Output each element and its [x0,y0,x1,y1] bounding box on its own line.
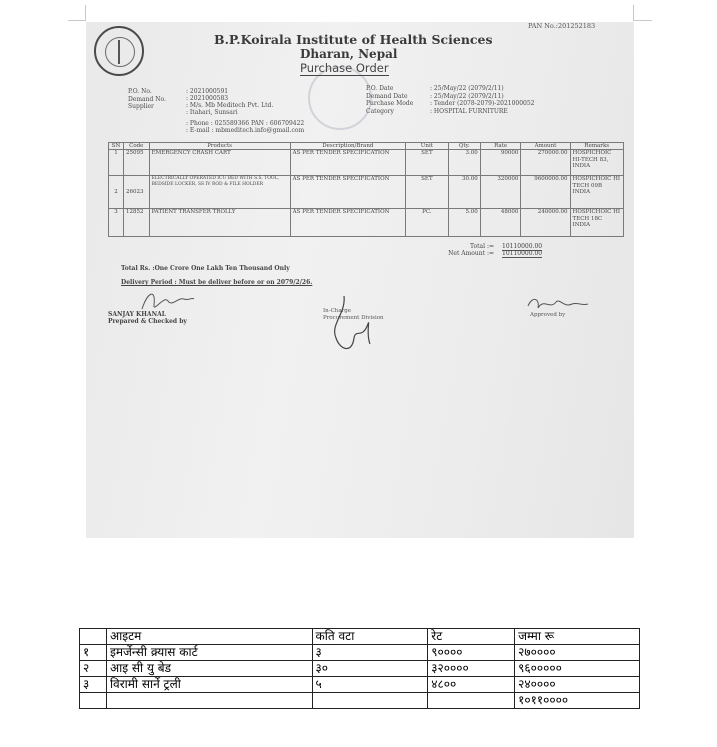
col-products: Products [149,143,290,150]
cell-code: 12852 [123,209,149,237]
supplier-value: : M/s. Mb Meditech Pvt. Ltd. [186,102,274,109]
summary-cell-rate: ९०००० [428,645,515,661]
po-date-label: P.O. Date [366,85,394,92]
summary-cell-quantity [312,693,428,709]
summary-col-sn [80,629,107,645]
po-no-value: : 2021000591 [186,88,229,95]
approver-signature-icon [524,294,594,314]
cell-product: EMERGENCY CRASH CART [149,150,290,176]
summary-total-row [80,693,640,709]
demand-no-label: Demand No. [128,95,166,103]
summary-cell-quantity: ५ [312,677,428,693]
cell-unit: SET [406,150,449,176]
col-sn: SN [109,143,124,150]
summary-col-rate: रेट [428,629,515,645]
purchase-mode-value: : Tender (2078-2079)-2021000052 [430,100,535,107]
document-title: Purchase Order [300,61,389,75]
category-value: : HOSPITAL FURNITURE [430,107,508,115]
summary-cell-rate: ४८०० [428,677,515,693]
approved-by-label: Approved by [530,312,566,318]
pan-number: PAN No.:201252183 [528,22,596,30]
order-table-header [109,143,624,150]
cell-qty: 30.00 [448,176,480,209]
table-row [109,150,624,176]
col-code: Code [123,143,149,150]
summary-table [79,628,640,709]
table-row [109,209,624,237]
incharge-signature-icon [326,294,378,358]
purchase-mode-label: Purchase Mode [366,100,414,107]
summary-cell-item [106,693,312,709]
institute-name: B.P.Koirala Institute of Health Sciences [214,32,493,47]
table-row [109,176,624,209]
net-amount-label: Net Amount := [448,250,494,257]
cell-product: PATIENT TRANSFER TROLLY [149,209,290,237]
summary-cell-rate: ३२०००० [428,661,515,677]
cell-description: AS PER TENDER SPECIFICATION [290,209,405,237]
col-amount: Amount [521,143,570,150]
summary-cell-item: इमर्जेन्सी क्र्यास कार्ट [106,645,312,661]
summary-cell-quantity: ३० [312,661,428,677]
prepared-by-name: SANJAY KHANAL [108,311,166,318]
supplier-address: : Itahari, Sunsari [186,109,238,116]
summary-cell-sn: २ [80,661,107,677]
cell-amount: 270000.00 [521,150,570,176]
summary-cell-rate [428,693,515,709]
cell-unit: SET [406,176,449,209]
institute-logo-icon [94,26,144,76]
summary-cell-item: आइ सी यु बेड [106,661,312,677]
cell-remarks: HOSPICHOIC HI-TECH 83, INDIA [570,150,623,176]
cell-rate: 90000 [480,150,521,176]
col-unit: Unit [406,143,449,150]
cell-code: 26023 [123,176,149,209]
col-qty: Qty. [448,143,480,150]
supplier-phone: : Phone : 025589366 PAN : 606709422 [186,120,305,127]
col-description: Description/Brand [290,143,405,150]
procurement-division-label: Procurement Division [323,315,384,321]
demand-date-label: Demand Date [366,92,408,100]
summary-col-total: जम्मा रू [515,629,640,645]
cell-description: AS PER TENDER SPECIFICATION [290,176,405,209]
delivery-period: Delivery Period : Must be deliver before or on 2079/2/26. [121,279,313,286]
supplier-email: : E-mail : mbmeditech.info@gmail.com [186,127,305,134]
right-info-values [430,85,535,115]
summary-col-item: आइटम [106,629,312,645]
summary-header-row [80,629,640,645]
total-label: Total := [469,243,494,250]
summary-cell-total: २४०००० [515,677,640,693]
summary-cell-sn: १ [80,645,107,661]
cell-description: AS PER TENDER SPECIFICATION [290,150,405,176]
category-label: Category [366,107,394,115]
cell-qty: 3.00 [448,150,480,176]
cell-rate: 320000 [480,176,521,209]
institute-location: Dharan, Nepal [300,47,398,61]
col-remarks: Remarks [570,143,623,150]
summary-cell-sn [80,693,107,709]
summary-col-quantity: कति वटा [312,629,428,645]
demand-date-value: : 25/May/22 (2079/2/11) [430,92,504,100]
total-in-words: Total Rs. :One Crore One Lakh Ten Thousand Only [121,265,290,272]
table-row [80,645,640,661]
prepared-by-role: Prepared & Checked by [108,318,187,325]
po-date-value: : 25/May/22 (2079/2/11) [430,85,504,92]
cell-product: ELECTRICALLY OPERATED ICU BED WITH S.S. TOOL, BEDSIDE LOCKER, SS IV ROD & FILE HOLDER [149,176,290,209]
summary-grand-total: १०११०००० [515,693,640,709]
table-row [80,677,640,693]
cell-amount: 240000.00 [521,209,570,237]
demand-no-value: : 2021000583 [186,95,229,102]
purchase-order-photo [86,22,634,538]
cell-remarks: HOSPICHOIC HI TECH 09B INDIA [570,176,623,209]
incharge-label: In-Charge [323,308,352,314]
supplier-label: Supplier [128,103,154,110]
cell-sn: 3 [109,209,124,237]
cell-remarks: HOSPICHOIC HI TECH 18C INDIA [570,209,623,237]
total-value: 10110000.00 [502,243,543,250]
summary-cell-item: विरामी सार्ने ट्रली [106,677,312,693]
cell-sn: 1 [109,150,124,176]
left-info-values [186,88,304,134]
po-no-label: P.O. No. [128,88,152,95]
cell-amount: 9600000.00 [521,176,570,209]
left-info-labels [128,88,166,111]
cell-sn: 2 [109,176,124,209]
cell-unit: PC. [406,209,449,237]
table-row [80,661,640,677]
summary-cell-sn: ३ [80,677,107,693]
right-info-labels [366,85,413,115]
summary-cell-total: २७०००० [515,645,640,661]
cell-rate: 48000 [480,209,521,237]
net-amount-value: 10110000.00 [502,250,543,257]
summary-cell-quantity: ३ [312,645,428,661]
order-items-table [108,142,624,237]
summary-cell-total: ९६००००० [515,661,640,677]
col-rate: Rate [480,143,521,150]
cell-code: 25095 [123,150,149,176]
cell-qty: 5.00 [448,209,480,237]
